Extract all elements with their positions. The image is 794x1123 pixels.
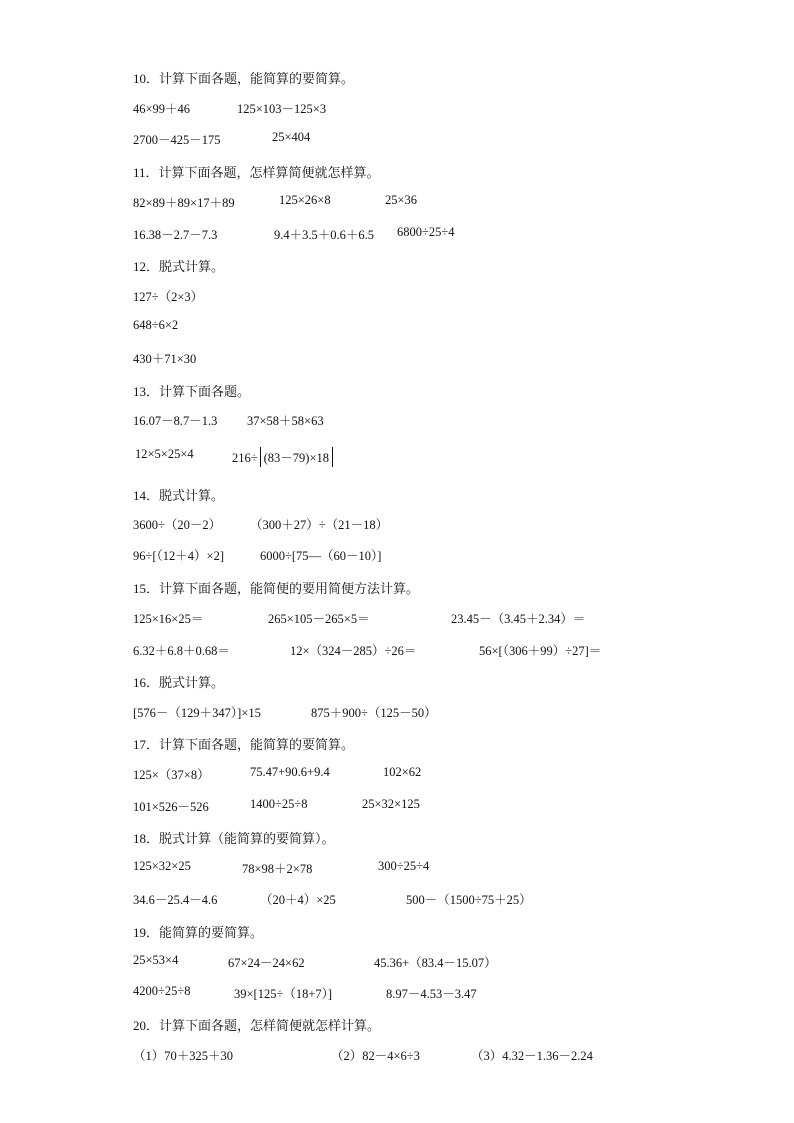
section-10-heading: 10．计算下面各题，能简算的要简算。 [133, 71, 355, 86]
problem: [576－（129＋347）]×15 [133, 706, 261, 720]
section-18-row-1 [133, 859, 734, 877]
problem: （300＋27）÷（21－18） [250, 518, 389, 532]
problem: 6.32＋6.8＋0.68＝ [133, 644, 230, 658]
section-15-row-1 [133, 609, 734, 627]
section-13-heading: 13．计算下面各题。 [133, 384, 251, 399]
section-17-row-2 [133, 797, 734, 815]
section-13-row-2 [133, 446, 734, 468]
problem: 16.07－8.7－1.3 [133, 414, 218, 428]
problem: 101×526－526 [133, 800, 209, 814]
problem: 82×89＋89×17＋89 [133, 196, 235, 210]
section-15-row-2 [133, 641, 734, 659]
section-11-heading: 11．计算下面各题，怎样算简便就怎样算。 [133, 165, 380, 180]
section-19-row-1 [133, 953, 734, 971]
problem: 500－（1500÷75＋25） [406, 893, 532, 907]
section-12-row-1 [133, 287, 734, 305]
problem: 56×[（306＋99）÷27]＝ [479, 644, 602, 658]
section-19-heading: 19．能简算的要简算。 [133, 925, 264, 940]
problem: 16.38－2.7－7.3 [133, 228, 218, 242]
problem: 75.47+90.6+9.4 [250, 765, 330, 779]
square-bracket-group: (83－79)×18 [260, 447, 333, 467]
problem: 300÷25÷4 [378, 859, 430, 873]
problem: 23.45－（3.45＋2.34）＝ [451, 612, 586, 626]
problem: （1）70＋325＋30 [133, 1049, 234, 1063]
section-10-row-2 [133, 130, 734, 148]
section-15-heading: 15．计算下面各题，能简便的要用简便方法计算。 [133, 581, 420, 596]
problem: （3）4.32－1.36－2.24 [471, 1049, 593, 1063]
problem: 39×[125÷（18+7）] [234, 987, 333, 1001]
problem: 125×16×25＝ [133, 612, 204, 626]
section-14-row-2 [133, 546, 734, 564]
section-18-row-2 [133, 890, 734, 908]
problem: 265×105－265×5＝ [268, 612, 370, 626]
problem: （20＋4）×25 [260, 893, 336, 907]
problem: 96÷[（12＋4）×2] [133, 549, 224, 563]
problem: 125×32×25 [133, 859, 191, 873]
problem: 430＋71×30 [133, 352, 197, 366]
section-20-row-1 [133, 1046, 734, 1064]
problem: 46×99＋46 [133, 102, 191, 116]
problem: 125×（37×8） [133, 768, 210, 782]
problem: 12×（324－285）÷26＝ [290, 644, 417, 658]
section-11-row-1 [133, 193, 734, 211]
section-14-heading: 14．脱式计算。 [133, 488, 225, 503]
problem: 25×36 [385, 193, 418, 207]
problem: 25×53×4 [133, 953, 179, 967]
problem: 8.97－4.53－3.47 [386, 987, 477, 1001]
problem-bracket-expression [232, 447, 333, 467]
problem: 37×58＋58×63 [247, 414, 324, 428]
problem-prefix: 216÷ [232, 451, 258, 465]
problem: 25×404 [272, 130, 311, 144]
problem: 102×62 [383, 765, 422, 779]
problem: 1400÷25÷8 [250, 797, 308, 811]
section-14-row-1 [133, 515, 734, 533]
section-12-heading: 12．脱式计算。 [133, 259, 225, 274]
problem: 3600÷（20－2） [133, 518, 222, 532]
section-18-heading: 18．脱式计算（能简算的要简算）。 [133, 831, 335, 846]
problem: 12×5×25×4 [135, 447, 194, 461]
problem: 34.6－25.4－4.6 [133, 893, 218, 907]
problem: 45.36+（83.4－15.07） [374, 956, 497, 970]
section-16-heading: 16．脱式计算。 [133, 675, 225, 690]
problem: （2）82－4×6÷3 [331, 1049, 420, 1063]
problem: 125×26×8 [279, 193, 331, 207]
problem: 6800÷25÷4 [397, 225, 455, 239]
section-12-row-3 [133, 349, 734, 367]
section-10-row-1 [133, 99, 734, 117]
problem: 25×32×125 [362, 797, 420, 811]
section-12-row-2 [133, 318, 734, 336]
problem: 78×98＋2×78 [242, 862, 313, 876]
problem: 648÷6×2 [133, 318, 179, 332]
problem: 4200÷25÷8 [133, 984, 191, 998]
problem: 2700－425－175 [133, 133, 221, 147]
section-20-heading: 20．计算下面各题，怎样简便就怎样计算。 [133, 1018, 381, 1033]
section-19-row-2 [133, 984, 734, 1002]
problem: 6000÷[75—（60－10）] [260, 549, 382, 563]
section-17-heading: 17．计算下面各题，能简算的要简算。 [133, 737, 355, 752]
problem: 9.4＋3.5＋0.6＋6.5 [274, 228, 375, 242]
section-17-row-1 [133, 765, 734, 783]
problem: 125×103－125×3 [237, 102, 327, 116]
problem: 875＋900÷（125－50） [311, 706, 437, 720]
section-16-row-1 [133, 703, 734, 721]
problem: 67×24－24×62 [228, 956, 305, 970]
section-13-row-1 [133, 411, 734, 429]
section-11-row-2 [133, 225, 734, 243]
problem: 127÷（2×3） [133, 290, 204, 304]
